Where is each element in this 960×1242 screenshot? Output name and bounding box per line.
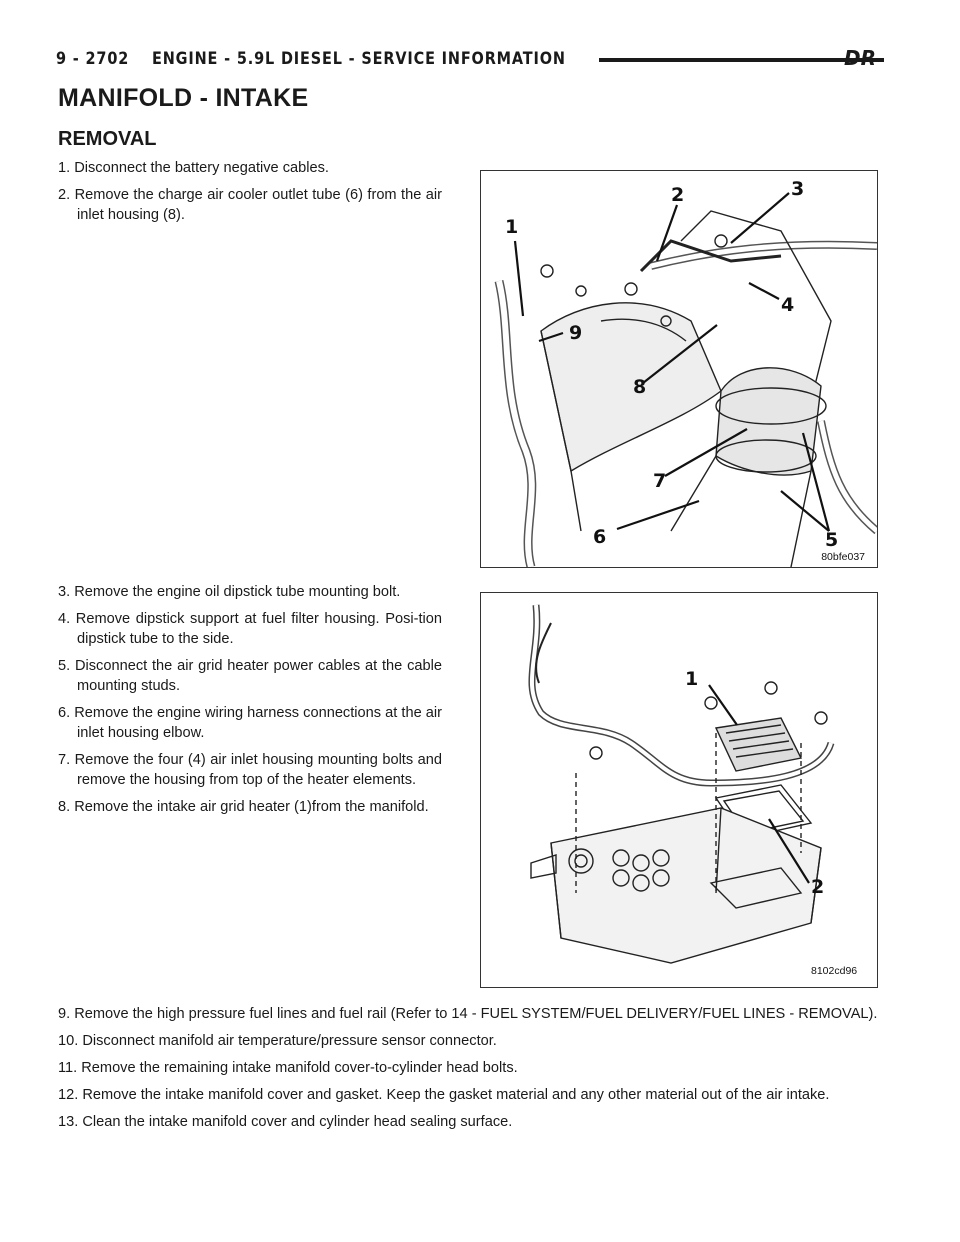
step-item: 13. Clean the intake manifold cover and cylinder head sealing surface. xyxy=(58,1114,513,1130)
step-item: 6. Remove the engine wiring harness connections at the air inlet housing elbow. xyxy=(58,705,442,741)
page-header xyxy=(56,44,876,74)
callout-1: 1 xyxy=(685,668,699,690)
step-item: 5. Disconnect the air grid heater power cables at the cable mounting studs. xyxy=(58,658,442,694)
section-title: MANIFOLD - INTAKE xyxy=(58,84,309,112)
callout-2: 2 xyxy=(811,876,825,898)
step-item: 2. Remove the charge air cooler outlet tube (6) from the air inlet housing (8). xyxy=(58,187,442,223)
page-number: 9 - 2702 xyxy=(56,49,130,69)
figure-grid-heater xyxy=(480,592,878,988)
step-item: 4. Remove dipstick support at fuel filter housing. Posi-tion dipstick tube to the side. xyxy=(58,611,442,647)
callout-1: 1 xyxy=(505,216,519,238)
step-item: 3. Remove the engine oil dipstick tube mounting bolt. xyxy=(58,584,401,600)
callout-8: 8 xyxy=(633,376,647,398)
figure-id: 8102cd96 xyxy=(811,965,858,977)
step-item: 11. Remove the remaining intake manifold cover-to-cylinder head bolts. xyxy=(58,1060,518,1076)
step-item: 7. Remove the four (4) air inlet housing mounting bolts and remove the housing from top of the heater elements. xyxy=(58,752,442,788)
step-item: 10. Disconnect manifold air temperature/pressure sensor connector. xyxy=(58,1033,497,1049)
engine-illustration-2 xyxy=(481,593,877,987)
callout-9: 9 xyxy=(569,322,583,344)
callout-5: 5 xyxy=(825,529,839,551)
header-code: DR xyxy=(843,46,876,70)
step-item: 1. Disconnect the battery negative cables. xyxy=(58,160,329,176)
steps-group-2 xyxy=(58,582,442,824)
subsection-title: REMOVAL xyxy=(58,128,157,150)
engine-illustration-1 xyxy=(481,171,877,567)
steps-group-1 xyxy=(58,158,442,232)
figure-air-inlet-housing xyxy=(480,170,878,568)
callout-4: 4 xyxy=(781,294,795,316)
callout-7: 7 xyxy=(653,470,667,492)
steps-group-3 xyxy=(58,1004,880,1139)
step-item: 12. Remove the intake manifold cover and gasket. Keep the gasket material and any other material out of the air intake. xyxy=(58,1087,830,1103)
header-rule xyxy=(599,58,884,62)
callout-2: 2 xyxy=(671,184,685,206)
callout-6: 6 xyxy=(593,526,607,548)
header-title: ENGINE - 5.9L DIESEL - SERVICE INFORMATION xyxy=(152,49,566,69)
step-item: 8. Remove the intake air grid heater (1)from the manifold. xyxy=(58,799,429,815)
callout-3: 3 xyxy=(791,178,805,200)
figure-id: 80bfe037 xyxy=(821,551,865,563)
step-item: 9. Remove the high pressure fuel lines and fuel rail (Refer to 14 - FUEL SYSTEM/FUEL DELIVERY/FUEL LINES - REMOVAL). xyxy=(58,1006,878,1022)
